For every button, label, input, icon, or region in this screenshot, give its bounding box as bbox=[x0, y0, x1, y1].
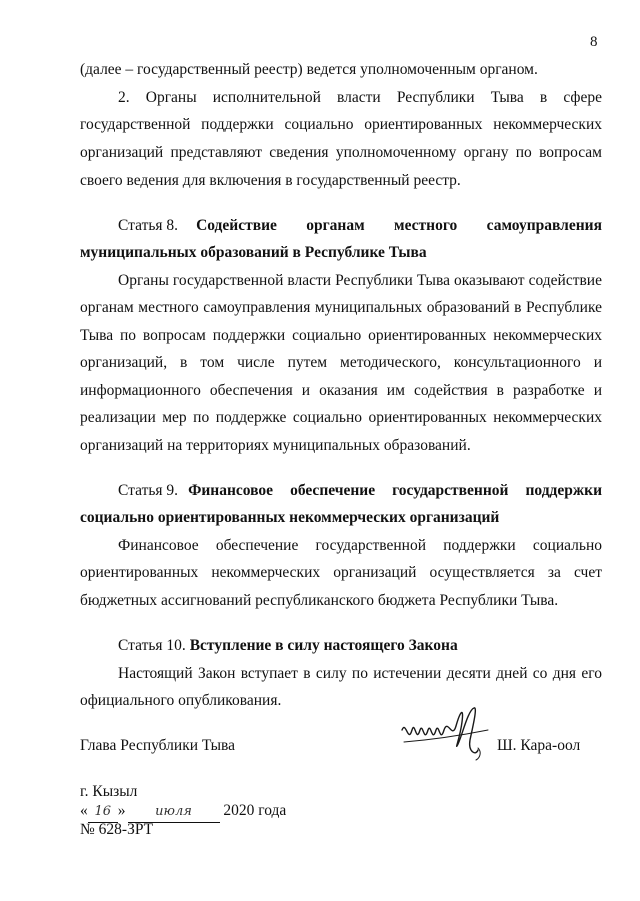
date-month: июля bbox=[128, 802, 220, 823]
article-title: Финансовое обеспечение государственной поддержки bbox=[188, 482, 602, 499]
article-label: Статья 8. bbox=[118, 217, 179, 234]
date-year: 2020 года bbox=[223, 802, 287, 819]
article-label: Статья 9. bbox=[118, 482, 179, 499]
signatory-name: Ш. Кара-оол bbox=[497, 737, 581, 754]
text-line: своего ведения для включения в государственный реестр. bbox=[80, 172, 461, 189]
date-open-quote: « bbox=[80, 802, 88, 819]
date-close-quote: » bbox=[117, 802, 126, 819]
article-8-heading bbox=[118, 216, 602, 236]
city: г. Кызыл bbox=[80, 783, 138, 800]
article-title: Содействие органам местного самоуправления bbox=[196, 217, 602, 234]
handwritten-signature bbox=[398, 700, 498, 766]
text-line: информационного обеспечения и оказания им содействия в разработке и bbox=[80, 382, 602, 399]
text-line: бюджетных ассигнований республиканского бюджета Республики Тыва. bbox=[80, 592, 559, 609]
text-line: реализации мер по поддержке социально ориентированных некоммерческих bbox=[80, 409, 602, 426]
text-line: организаций на территориях муниципальных образований. bbox=[80, 437, 471, 454]
text-line: организаций представляют сведения уполномоченному органу по вопросам bbox=[80, 144, 602, 161]
article-label: Статья 10. bbox=[118, 637, 186, 654]
text-line: (далее – государственный реестр) ведется уполномоченным органом. bbox=[80, 61, 538, 78]
page-number: 8 bbox=[590, 34, 598, 50]
article-title-cont: социально ориентированных некоммерческих организаций bbox=[80, 509, 500, 526]
law-number: № 628-ЗРТ bbox=[80, 821, 154, 838]
signatory-position: Глава Республики Тыва bbox=[80, 737, 236, 754]
article-10-heading bbox=[118, 636, 602, 656]
text-line: организаций, в том числе путем методического, консультационного и bbox=[80, 354, 602, 371]
text-line: государственной поддержки социально ориентированных некоммерческих bbox=[80, 116, 602, 133]
text-line: Органы государственной власти Республики Тыва оказывают содействие bbox=[118, 272, 602, 289]
text-line: Финансовое обеспечение государственной поддержки социально bbox=[118, 537, 602, 554]
date-day: 16 bbox=[88, 802, 118, 823]
text-line: официального опубликования. bbox=[80, 692, 282, 709]
article-title-cont: муниципальных образований в Республике Тыва bbox=[80, 244, 427, 261]
text-line: Настоящий Закон вступает в силу по истечении десяти дней со дня его bbox=[118, 665, 602, 682]
article-9-heading bbox=[118, 481, 602, 501]
text-line: органам местного самоуправления муниципальных образований в Республике bbox=[80, 299, 602, 316]
text-line: Тыва по вопросам поддержки социально ориентированных некоммерческих bbox=[80, 327, 602, 344]
text-line: 2. Органы исполнительной власти Республики Тыва в сфере bbox=[118, 89, 602, 106]
text-line: ориентированных некоммерческих организаций осуществляется за счет bbox=[80, 564, 602, 581]
article-title: Вступление в силу настоящего Закона bbox=[189, 637, 458, 654]
